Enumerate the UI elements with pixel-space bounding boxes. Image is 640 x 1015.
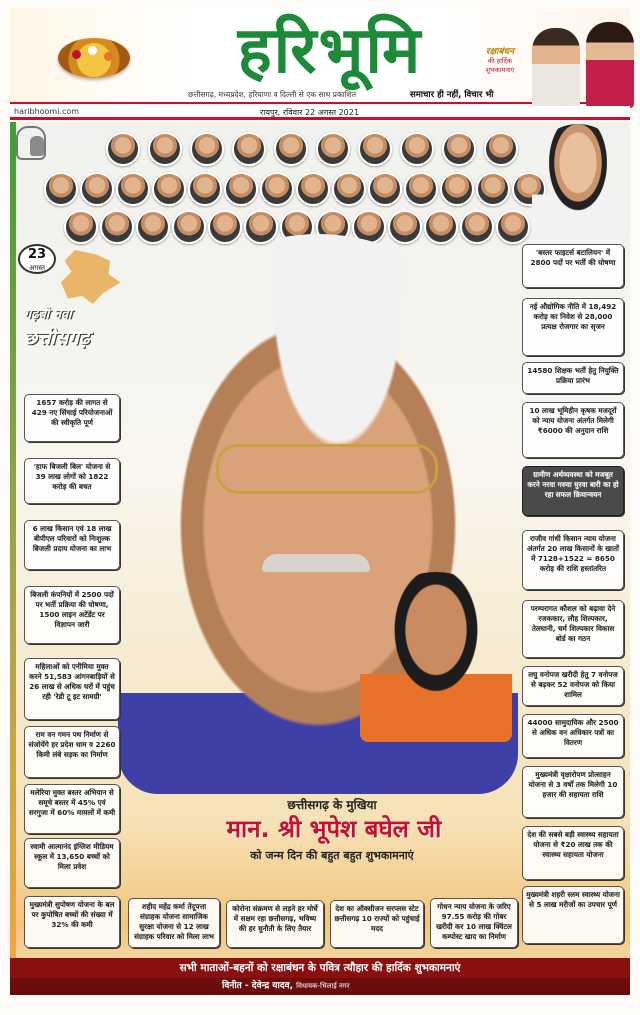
achievement-box: मुख्यमंत्री सुपोषण योजना के बल पर कुपोषित बच्चों की संख्या में 32% की कमी: [24, 896, 120, 948]
leader-photo: [442, 132, 476, 166]
leader-photo: [404, 172, 438, 206]
congress-hand-logo: [16, 126, 46, 160]
date-badge-day: 23: [27, 247, 47, 262]
leader-photo: [388, 210, 422, 244]
tricolor-stripe: [10, 122, 16, 995]
achievement-box: 'हाफ बिजली बिल' योजना से 39 लाख लोगों को 1822 करोड़ की बचत: [24, 458, 120, 504]
achievement-box: महिलाओं को एनीमिया मुक्त करने 51,583 आंगनबाड़ियों से 26 लाख से अधिक घरों में पहुंच रही 'रेडी टू इट सामग्री': [24, 658, 120, 720]
leader-photo: [208, 210, 242, 244]
achievement-box: मुख्यमंत्री वृक्षारोपण प्रोत्साहन योजना से 3 वर्षों तक मिलेगी 10 हजार की सहायता राशि: [522, 766, 624, 818]
rahul-gandhi-photo: [532, 124, 624, 238]
date-badge: [18, 244, 56, 274]
leader-photo: [190, 132, 224, 166]
leader-photo: [296, 172, 330, 206]
slogan-line-2: छत्तीसगढ़: [24, 327, 90, 349]
moustache: [262, 554, 370, 572]
puja-thali-image: [58, 38, 130, 78]
date-badge-month: अगस्त: [28, 264, 45, 272]
newspaper-logo: हरिभूमि: [237, 13, 423, 88]
advertiser-credit: [10, 978, 630, 995]
achievement-box: ग्रामीण अर्थव्यवस्था को मजबूत करने नरवा गरुवा घुरवा बारी का हो रहा सफल क्रियान्वयन: [522, 466, 624, 516]
ad-subheading: छत्तीसगढ़ के मुखिया: [287, 798, 377, 812]
achievement-box: नई औद्योगिक नीति में 18,492 करोड़ का निवेश से 28,000 प्रत्यक्ष रोजगार का सृजन: [522, 298, 624, 356]
slogan-line-1: गढ़बो नवा: [24, 307, 72, 322]
leader-photo: [400, 132, 434, 166]
devendra-yadav-photo: [360, 572, 512, 742]
rakhi-couple-image: [528, 20, 638, 108]
meta-bar: [10, 106, 630, 120]
leader-photo: [460, 210, 494, 244]
leader-photo: [188, 172, 222, 206]
leader-photo: [260, 172, 294, 206]
leader-photo: [358, 132, 392, 166]
leader-photo: [116, 172, 150, 206]
leader-photo: [332, 172, 366, 206]
leader-photo: [172, 210, 206, 244]
leader-photo: [100, 210, 134, 244]
site-url[interactable]: haribhoomi.com: [14, 107, 80, 116]
achievement-box: स्वामी आत्मानंद इंग्लिश मीडियम स्कूल में 13,650 बच्चों को मिला प्रवेश: [24, 838, 120, 888]
leader-photo: [64, 210, 98, 244]
achievement-box: बिजली कंपनियों में 2500 पदों पर भर्ती प्रक्रिया की घोषणा, 1500 लाइन अटेंडेंट पर विज्ञापन जारी: [24, 586, 120, 644]
leader-photo: [368, 172, 402, 206]
masthead-slogan: समाचार ही नहीं, विचार भी: [410, 90, 494, 100]
achievement-box: राम वन गमन पथ निर्माण से संजोयेंगे हर प्रदेश धाम व 2260 किमी लंबे सड़क का निर्माण: [24, 726, 120, 778]
leader-photo: [152, 172, 186, 206]
achievement-box: 1657 करोड़ की लागत से 429 नए सिंचाई परियोजनाओं की स्वीकृति पूर्ण: [24, 394, 120, 442]
leader-photo: [224, 172, 258, 206]
masthead: [10, 8, 630, 104]
achievement-box: देश की सबसे बड़ी स्वास्थ्य सहायता योजना से ₹20 लाख तक की स्वास्थ्य सहायता योजना: [522, 826, 624, 880]
dateline: रायपुर, रविवार 22 अगस्त 2021: [260, 108, 359, 117]
achievement-box: शहीद महेंद्र कर्मा तेंदूपत्ता संग्राहक योजना सामाजिक सुरक्षा योजना से 12 लाख संग्राहक परिवार को मिला लाभ: [128, 898, 220, 948]
leader-photo: [484, 132, 518, 166]
achievement-box: 'बस्तर फाइटर्स बटालियन' में 2800 पदों पर भर्ती की घोषणा: [522, 244, 624, 288]
achievement-box: राजीव गांधी किसान न्याय योजना अंतर्गत 20 लाख किसानों के खातों में 7128+1522 = 8650 करोड़ की राशि हस्तांतरित: [522, 530, 624, 590]
raksha-title: रक्षाबंधन: [485, 47, 515, 57]
spectacles: [216, 444, 438, 494]
raksha-wish-text: की हार्दिक शुभकामनाएं: [485, 57, 515, 74]
leader-photo: [274, 132, 308, 166]
birthday-advertisement: [10, 122, 630, 995]
achievement-box: कोरोना संक्रमण से लड़ने हर मोर्चे में सक्षम रहा छत्तीसगढ़, भविष्य की हर चुनौती के लिए तैयार: [226, 900, 324, 948]
achievement-box: गोधन न्याय योजना के जरिए 97.55 करोड़ की गोबर खरीदी कर 10 लाख क्विंटल कम्पोस्ट खाद का निर्माण: [430, 898, 518, 948]
achievement-box: लघु वनोपज खरीदी हेतु 7 वनोपज से बढ़कर 52 वनोपज को किया शामिल: [522, 666, 624, 706]
raksha-bandhan-wish: [476, 48, 524, 75]
leader-photo: [148, 132, 182, 166]
leader-photo: [476, 172, 510, 206]
leader-photo: [496, 210, 530, 244]
leader-photo: [232, 132, 266, 166]
leader-photo: [44, 172, 78, 206]
achievement-box: 44000 सामुदायिक और 2500 से अधिक वन अधिकार पत्रों का वितरण: [522, 714, 624, 758]
achievement-box: परम्परागत कौशल को बढ़ावा देने रजककार, लौह शिल्पकार, तेलघानी, चर्म शिल्पकार विकास बोर्ड का गठन: [522, 600, 624, 658]
hand-icon: [30, 136, 44, 156]
rakhi-wish-banner: सभी माताओं-बहनों को रक्षाबंधन के पवित्र त्यौहार की हार्दिक शुभकामनाएं: [10, 958, 630, 978]
achievement-box: 6 लाख किसान एवं 18 लाख बीपीएल परिवारों को निःशुल्क बिजली प्रदाय योजना का लाभ: [24, 520, 120, 570]
achievement-box: 14580 शिक्षक भर्ती हेतु नियुक्ति प्रक्रिया प्रारंभ: [522, 362, 624, 394]
achievement-box: 10 लाख भूमिहीन कृषक मजदूरों को न्याय योजना अंतर्गत मिलेगी ₹6000 की अनुदान राशि: [522, 402, 624, 458]
leader-photo: [424, 210, 458, 244]
achievement-box: मलेरिया मुक्त बस्तर अभियान से समूचे बस्तर में 45% एवं सरगुजा में 60% मामलों में कमी: [24, 784, 120, 834]
advertiser-role: विधायक-भिलाई नगर: [296, 982, 350, 990]
achievement-box: देश का ऑक्सीजन सरप्लस स्टेट छत्तीसगढ़ 10 राज्यों को पहुंचाई मदद: [330, 900, 424, 948]
leader-photo: [440, 172, 474, 206]
chhattisgarh-map-icon: [54, 250, 124, 304]
leader-photo: [106, 132, 140, 166]
ad-main-heading: मान. श्री भूपेश बघेल जी: [226, 815, 442, 843]
birthday-wish: को जन्म दिन की बहुत बहुत शुभकामनाएं: [250, 849, 414, 862]
leader-photo: [316, 132, 350, 166]
advertiser-name: विनीत - देवेन्द्र यादव,: [222, 981, 294, 991]
leader-photo: [80, 172, 114, 206]
masthead-tagline: छत्तीसगढ़, मध्यप्रदेश, हरियाणा व दिल्ली से एक साथ प्रकाशित: [188, 90, 356, 99]
leader-photo: [136, 210, 170, 244]
achievement-box: मुख्यमंत्री शहरी स्लम स्वास्थ्य योजना से 5 लाख मरीजों का उपचार पूर्ण: [522, 886, 624, 944]
